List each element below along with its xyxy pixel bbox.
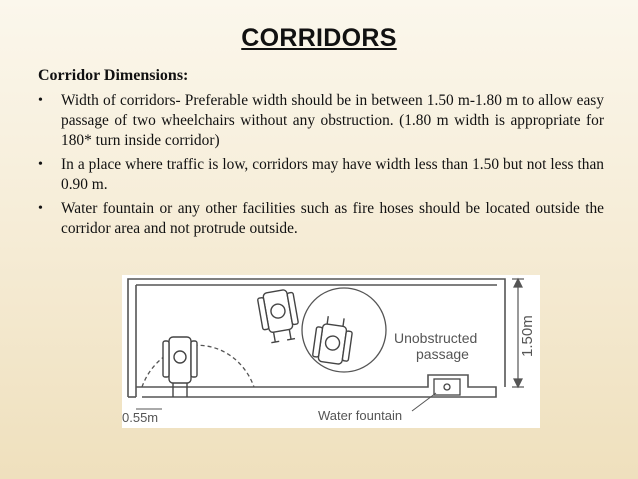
bullet-text: Width of corridors- Preferable width should be in between 1.50 m-1.80 m to allow easy passage of two wheelchairs without any obstruction. (1.80 m width is appropriate for 180* turn inside corridor) (61, 92, 604, 149)
water-fountain-icon (434, 379, 460, 395)
slide-title: CORRIDORS (241, 24, 397, 52)
turn-dimension-label: 0.55m (122, 410, 159, 425)
bullet-item (38, 199, 604, 239)
corridor-diagram (122, 275, 540, 428)
turning-arc (142, 345, 254, 387)
corridor-diagram-svg (122, 275, 540, 428)
section-subheading: Corridor Dimensions: (38, 67, 189, 84)
passage-label-line1: Unobstructed (394, 330, 478, 346)
wheelchair-icon (257, 288, 301, 343)
top-wall-outer (128, 279, 505, 285)
bullet-text: In a place where traffic is low, corridors may have width less than 1.50 but not less than 0.90 m. (61, 156, 604, 193)
bullet-item (38, 91, 604, 151)
wheelchair-icon (163, 337, 197, 397)
width-label: 1.50m (519, 315, 536, 357)
fountain-label: Water fountain (318, 408, 403, 423)
bullet-dot-icon: • (38, 93, 43, 108)
bullet-item (38, 155, 604, 195)
fountain-leader-line (412, 393, 436, 411)
wheelchair-icon (312, 315, 354, 366)
bullet-list (38, 91, 604, 243)
bullet-dot-icon: • (38, 201, 43, 216)
bullet-text: Water fountain or any other facilities such as fire hoses should be located outside the corridor area and not protrude outside. (61, 200, 604, 237)
passage-label-line2: passage (416, 346, 469, 362)
bullet-dot-icon: • (38, 157, 43, 172)
